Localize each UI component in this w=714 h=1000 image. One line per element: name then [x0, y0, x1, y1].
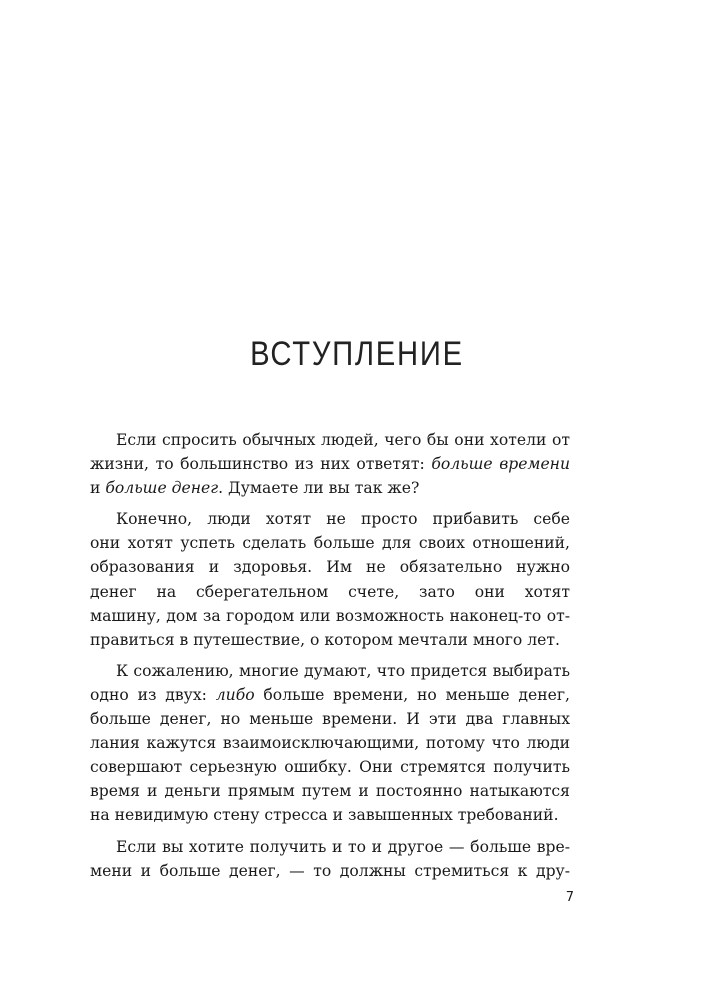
paragraph	[90, 659, 570, 828]
text-line	[90, 580, 570, 604]
text-run: одно из двух:	[90, 685, 216, 704]
text-run: мени и больше денег, — то должны стремиться к дру-	[90, 861, 570, 880]
text-line	[90, 755, 570, 779]
text-line	[90, 628, 570, 652]
text-line	[90, 476, 570, 500]
paragraph	[90, 507, 570, 652]
paragraph-gap	[90, 652, 570, 659]
text-run: Если вы хотите получить и то и другое — больше вре-	[116, 837, 570, 856]
paragraph	[90, 835, 570, 883]
text-run: на невидимую стену стресса и завышенных требований.	[90, 806, 559, 825]
text-line	[90, 659, 570, 683]
text-run: . Думаете ли вы так же?	[218, 479, 420, 498]
text-run: Конечно, люди хотят не просто прибавить себе	[116, 510, 570, 529]
paragraph-gap	[90, 500, 570, 507]
text-run: жизни, то большинство из них ответят:	[90, 455, 432, 474]
text-run: правиться в путешествие, о котором мечтали много лет.	[90, 630, 560, 649]
text-line	[90, 507, 570, 531]
text-line	[90, 859, 570, 883]
text-run: Если спросить обычных людей, чего бы они хотели от	[116, 431, 570, 449]
text-line	[90, 779, 570, 803]
chapter-title: ВСТУПЛЕНИЕ	[250, 335, 464, 373]
text-run: они хотят успеть сделать больше для своих отношений,	[90, 534, 570, 553]
text-line	[90, 707, 570, 731]
text-line	[90, 555, 570, 579]
text-line	[90, 731, 570, 755]
text-run: совершают серьезную ошибку. Они стремятся получить	[90, 758, 570, 777]
emphasis-text: больше времени	[431, 455, 570, 474]
paragraph	[90, 428, 570, 500]
text-run: и	[90, 479, 106, 498]
text-run: К сожалению, многие думают, что придется выбирать	[116, 661, 570, 680]
text-run: образования и здоровья. Им не обязательно нужно	[90, 558, 570, 577]
text-line	[90, 803, 570, 827]
text-run: больше времени, но меньше денег,	[254, 685, 570, 704]
emphasis-text: больше денег	[105, 479, 219, 498]
text-line	[90, 531, 570, 555]
text-line	[90, 428, 570, 452]
text-line	[90, 604, 570, 628]
text-run: время и деньги прямым путем и постоянно натыкаются	[90, 782, 570, 801]
text-line	[90, 683, 570, 707]
text-run: денег на сберегательном счете, зато они хотят	[90, 582, 570, 601]
paragraph-gap	[90, 828, 570, 835]
emphasis-text: либо	[215, 685, 255, 704]
text-line	[90, 452, 570, 476]
text-run: машину, дом за городом или возможность наконец-то от-	[90, 606, 570, 625]
text-line	[90, 835, 570, 859]
text-run: больше денег, но меньше времени. И эти два главных	[90, 710, 570, 729]
text-run: лания кажутся взаимоисключающими, потому что люди	[90, 734, 570, 753]
page-number: 7	[565, 890, 574, 905]
body-text	[90, 428, 570, 883]
